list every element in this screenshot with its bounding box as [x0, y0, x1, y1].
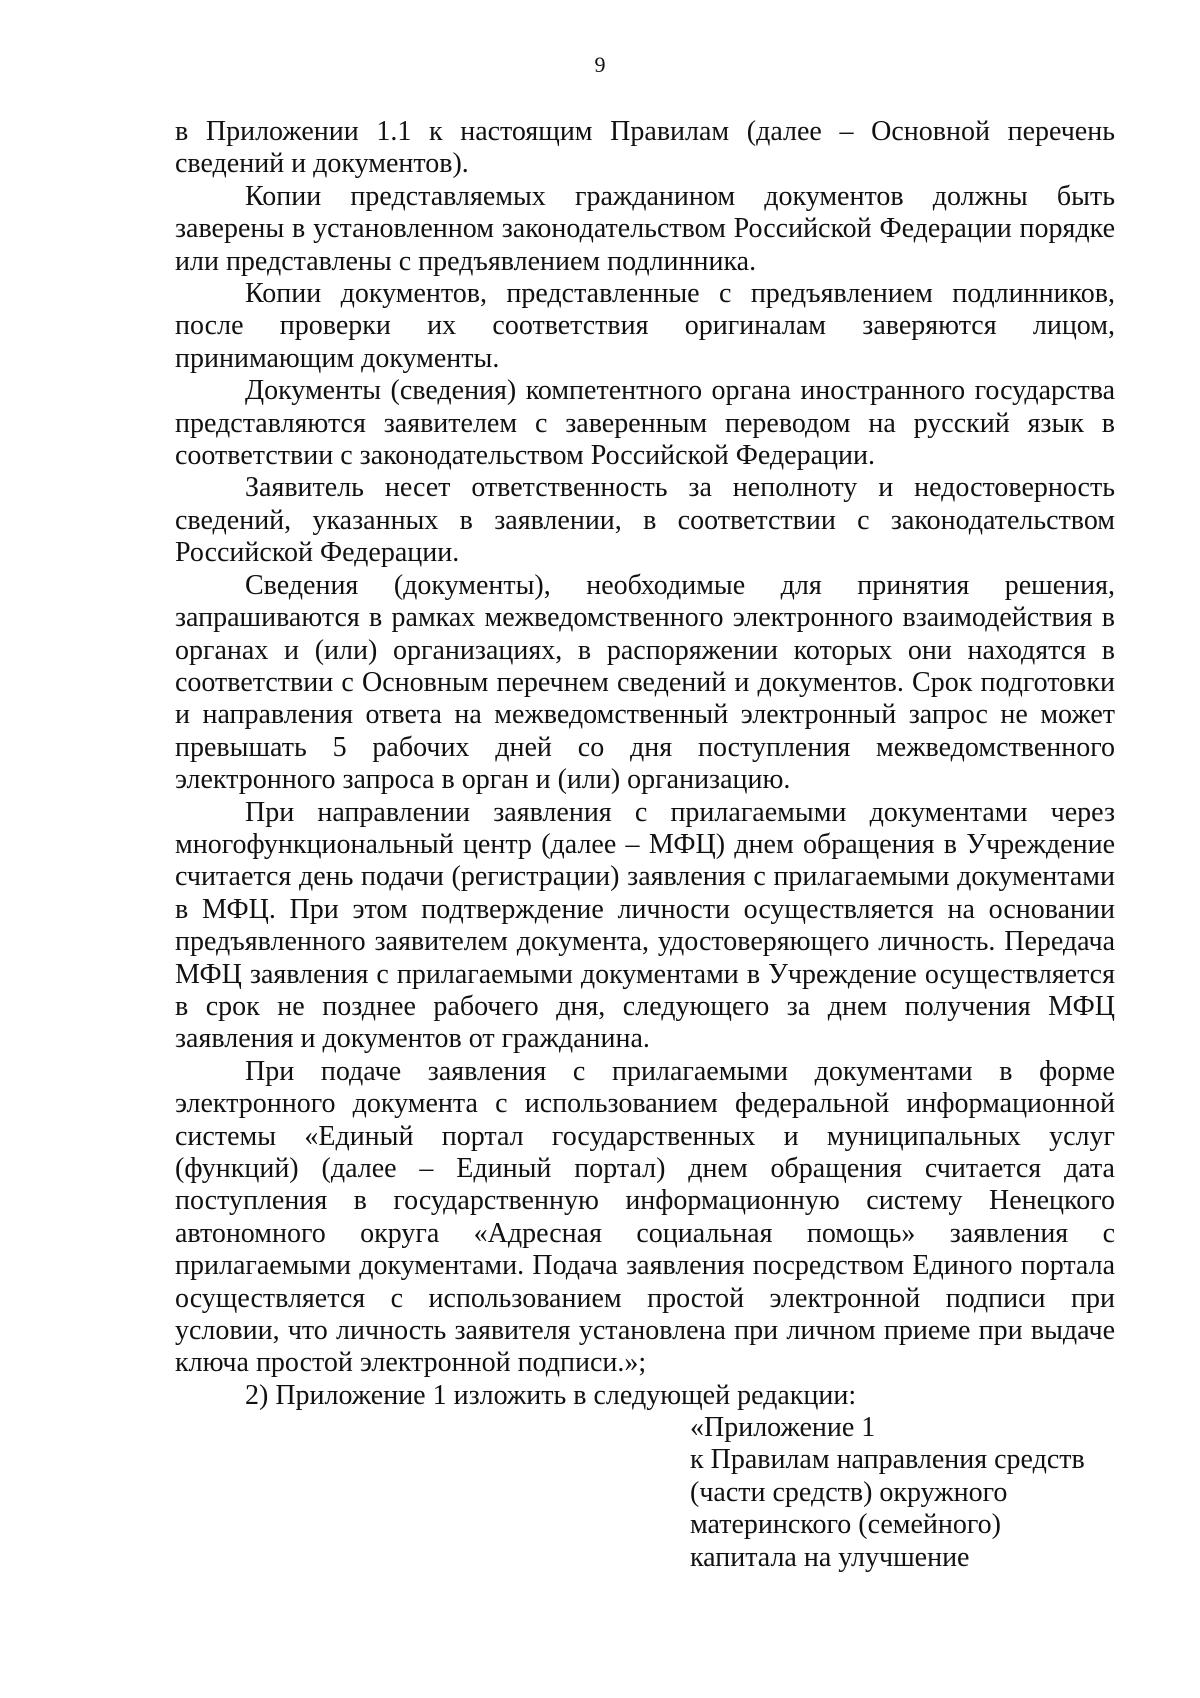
paragraph-applicant-responsibility: Заявитель несет ответственность за неполноту и недостоверность сведений, указанных в заявлении, в соответствии с законодательством Российской Федерации.	[175, 472, 1115, 569]
paragraph-copies-with-originals: Копии документов, представленные с предъявлением подлинников, после проверки их соответствия оригиналам заверяются лицом, принимающим документы.	[175, 278, 1115, 374]
appendix-header-line: капитала на улучшение	[690, 1541, 970, 1573]
appendix-header-line: материнского (семейного)	[690, 1509, 1002, 1541]
appendix-header-line: к Правилам направления средств	[690, 1444, 1085, 1476]
paragraph-electronic-submission: При подаче заявления с прилагаемыми документами в форме электронного документа с использованием федеральной информационной системы «Единый портал государственных и муниципальных услуг (функций) (далее – Единый портал) днем обращения считается дата поступления в государственную информационную систему Ненецкого автономного округа «Адресная социальная помощь» заявления с прилагаемыми документами. Подача заявления посредством Единого портала осуществляется с использованием простой электронной подписи при условии, что личность заявителя установлена при личном приеме при выдаче ключа простой электронной подписи.»;	[175, 1055, 1115, 1379]
appendix-header-line: (части средств) окружного	[690, 1476, 1008, 1508]
paragraph-interagency-requests: Сведения (документы), необходимые для принятия решения, запрашиваются в рамках межведомственного электронного взаимодействия в органах и (или) организациях, в распоряжении которых они находятся в соответствии с Основным перечнем сведений и документов. Срок подготовки и направления ответа на межведомственный электронный запрос не может превышать 5 рабочих дней со дня поступления межведомственного электронного запроса в орган и (или) организацию.	[175, 569, 1115, 796]
appendix-header	[690, 1412, 1120, 1574]
page-number: 9	[594, 52, 606, 77]
paragraph-copies-certification: Копии представляемых гражданином документов должны быть заверены в установленном законодательством Российской Федерации порядке или представлены с предъявлением подлинника.	[175, 180, 1115, 277]
paragraph-mfc-submission: При направлении заявления с прилагаемыми документами через многофункциональный центр (далее – МФЦ) днем обращения в Учреждение считается день подачи (регистрации) заявления с прилагаемыми документами в МФЦ. При этом подтверждение личности осуществляется на основании предъявленного заявителем документа, удостоверяющего личность. Передача МФЦ заявления с прилагаемыми документами в Учреждение осуществляется в срок не позднее рабочего дня, следующего за днем получения МФЦ заявления и документов от гражданина.	[175, 796, 1115, 1055]
amendment-item-2: 2) Приложение 1 изложить в следующей редакции:	[245, 1379, 857, 1411]
document-body	[175, 116, 1115, 1412]
appendix-header-line: «Приложение 1	[690, 1412, 876, 1443]
paragraph-continuation: в Приложении 1.1 к настоящим Правилам (далее – Основной перечень сведений и документов).	[175, 116, 1115, 180]
paragraph-foreign-documents: Документы (сведения) компетентного органа иностранного государства представляются заявителем с заверенным переводом на русский язык в соответствии с законодательством Российской Федерации.	[175, 375, 1115, 472]
